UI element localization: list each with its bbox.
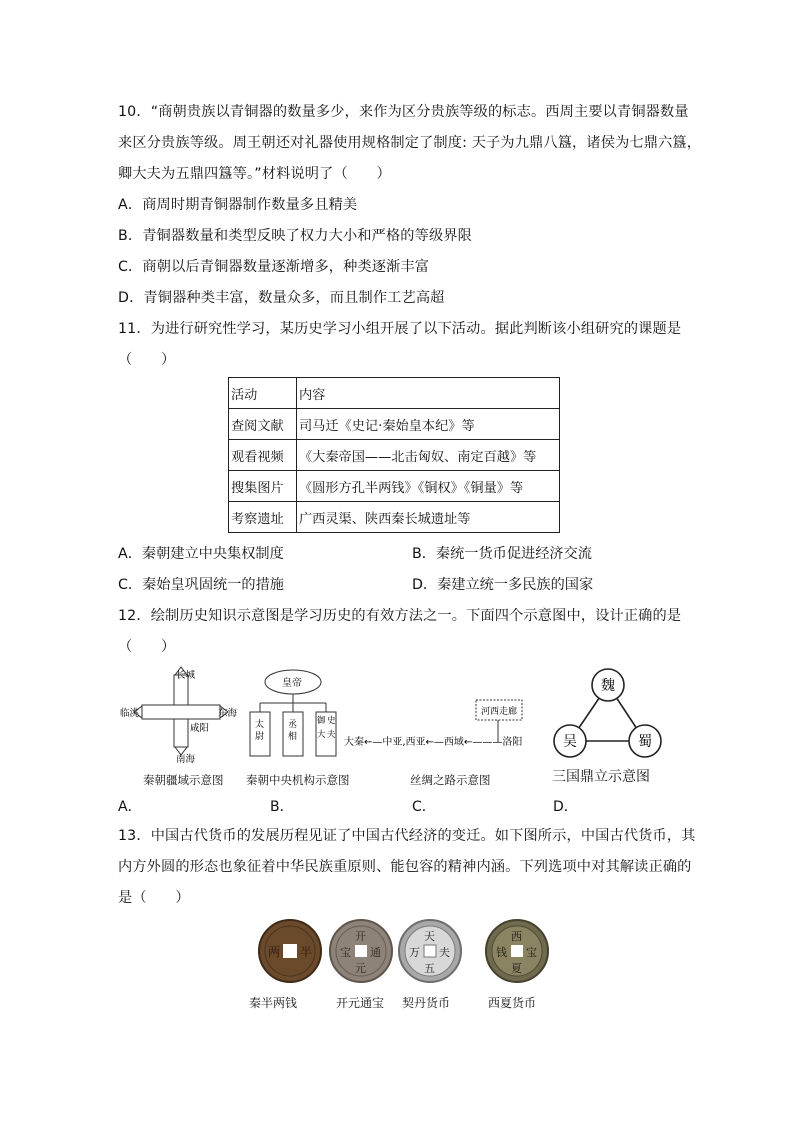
three-kingdoms-diagram: [553, 665, 665, 761]
table-cell: 搜集图片: [229, 471, 297, 502]
q11-option-d: D．秦建立统一多民族的国家: [412, 577, 594, 593]
q10-option-d: D．青铜器种类丰富，数量众多，而且制作工艺高超: [118, 290, 445, 306]
d3-chain-label: 大秦←—中亚,西亚←—西域←———洛阳: [344, 737, 523, 748]
d3-caption: 丝绸之路示意图: [410, 773, 491, 787]
coin-western-xia-currency: [482, 918, 552, 988]
table-row: [229, 409, 560, 440]
q10-stem-line-1: 10．“商朝贵族以青铜器的数量多少，来作为区分贵族等级的标志。西周主要以青铜器数量: [118, 104, 689, 120]
table-cell: 广西灵渠、陕西秦长城遗址等: [297, 502, 560, 533]
coin2-char-top: 开: [355, 930, 366, 943]
table-row: [229, 471, 560, 502]
d3-hexi-label: 河西走廊: [481, 707, 518, 717]
d2-box-1: 太尉: [255, 720, 265, 742]
table-cell: 观看视频: [229, 440, 297, 471]
q11-stem-line-2: （ ）: [118, 352, 176, 368]
d1-north-label: 长城: [176, 670, 196, 681]
d1-west-label: 临洮: [120, 708, 140, 719]
table-cell: 《大秦帝国——北击匈奴、南定百越》等: [297, 440, 560, 471]
q12-stem-line-1: 12．绘制历史知识示意图是学习历史的有效方法之一。下面四个示意图中，设计正确的是: [118, 608, 682, 624]
d4-shu-label: 蜀: [638, 734, 652, 750]
d4-caption: 三国鼎立示意图: [552, 769, 650, 785]
q13-stem-line-2: 内方外圆的形态也象征着中华民族重原则、能包容的精神内涵。下列选项中对其解读正确的: [118, 859, 692, 875]
q10-stem-line-3: 卿大夫为五鼎四簋等。”材料说明了（ ）: [118, 166, 391, 182]
q11-option-a: A．秦朝建立中央集权制度: [118, 546, 284, 562]
table-header-cell: 内容: [297, 378, 560, 409]
q12-option-a: A．: [118, 799, 142, 815]
q10-option-c: C．商朝以后青铜器数量逐渐增多，种类逐渐丰富: [118, 259, 430, 275]
d2-box-2: 丞相: [288, 720, 298, 742]
coin2-char-left: 宝: [340, 946, 351, 959]
qin-territory-diagram: [120, 665, 250, 765]
coin4-char-left: 钱: [496, 946, 507, 959]
d2-box-3: 御史大夫: [317, 716, 336, 740]
coin3-char-top: 天: [424, 930, 435, 943]
coin4-char-bottom: 夏: [511, 962, 522, 975]
q13-stem-line-3: 是（ ）: [118, 890, 190, 906]
coin3-char-bottom: 五: [424, 962, 435, 975]
d1-south-label: 南海: [176, 754, 196, 765]
d4-wei-label: 魏: [601, 678, 615, 694]
coin3-char-left: 万: [409, 946, 420, 959]
d1-center-label: 咸阳: [190, 723, 210, 734]
d4-wu-label: 吴: [563, 734, 577, 750]
d2-emperor-label: 皇帝: [282, 678, 302, 689]
q11-stem-line-1: 11．为进行研究性学习，某历史学习小组开展了以下活动。据此判断该小组研究的课题是: [118, 321, 682, 337]
coin2-char-right: 通: [370, 946, 381, 959]
q11-activity-table: [228, 377, 560, 533]
coin4-label: 西夏货币: [488, 996, 537, 1010]
q12-option-c: C．: [412, 799, 436, 815]
table-row: [229, 502, 560, 533]
coin3-label: 契丹货币: [402, 996, 451, 1010]
table-cell: 司马迁《史记·秦始皇本纪》等: [297, 409, 560, 440]
table-row: [229, 378, 560, 409]
coin1-char-left: 两: [268, 945, 281, 959]
q11-option-b: B．秦统一货币促进经济交流: [412, 546, 592, 562]
q10-stem-line-2: 来区分贵族等级。周王朝还对礼器使用规格制定了制度: 天子为九鼎八簋，诸侯为七鼎六簋，: [118, 135, 702, 151]
table-header-cell: 活动: [229, 378, 297, 409]
table-cell: 《圆形方孔半两钱》《铜权》《铜量》等: [297, 471, 560, 502]
coin3-char-right: 夫: [439, 946, 450, 959]
d1-east-label: 东海: [218, 708, 238, 719]
table-cell: 考察遗址: [229, 502, 297, 533]
coin-khitan-currency: [395, 918, 465, 988]
d1-caption: 秦朝疆域示意图: [143, 773, 224, 787]
coin4-char-right: 宝: [526, 946, 537, 959]
table-row: [229, 440, 560, 471]
q12-stem-line-2: （ ）: [118, 639, 176, 655]
coin-qin-banliang: [252, 918, 332, 988]
q10-option-b: B．青铜器数量和类型反映了权力大小和严格的等级界限: [118, 228, 472, 244]
q12-option-b: B．: [270, 799, 294, 815]
q11-option-c: C．秦始皇巩固统一的措施: [118, 577, 284, 593]
coin-kaiyuan-tongbao: [326, 918, 396, 988]
coin4-char-top: 西: [511, 930, 522, 943]
coin1-char-right: 半: [300, 945, 313, 959]
q13-stem-line-1: 13．中国古代货币的发展历程见证了中国古代经济的变迁。如下图所示，中国古代货币，其: [118, 828, 696, 844]
q12-option-d: D．: [553, 799, 578, 815]
q10-option-a: A．商周时期青铜器制作数量多且精美: [118, 197, 358, 213]
silk-road-diagram: [342, 690, 547, 750]
coin1-label: 秦半两钱: [249, 996, 298, 1010]
coin2-label: 开元通宝: [336, 996, 385, 1010]
d2-caption: 秦朝中央机构示意图: [246, 773, 350, 787]
qin-central-government-diagram: [240, 665, 352, 765]
coin2-char-bottom: 元: [355, 962, 366, 975]
table-cell: 查阅文献: [229, 409, 297, 440]
